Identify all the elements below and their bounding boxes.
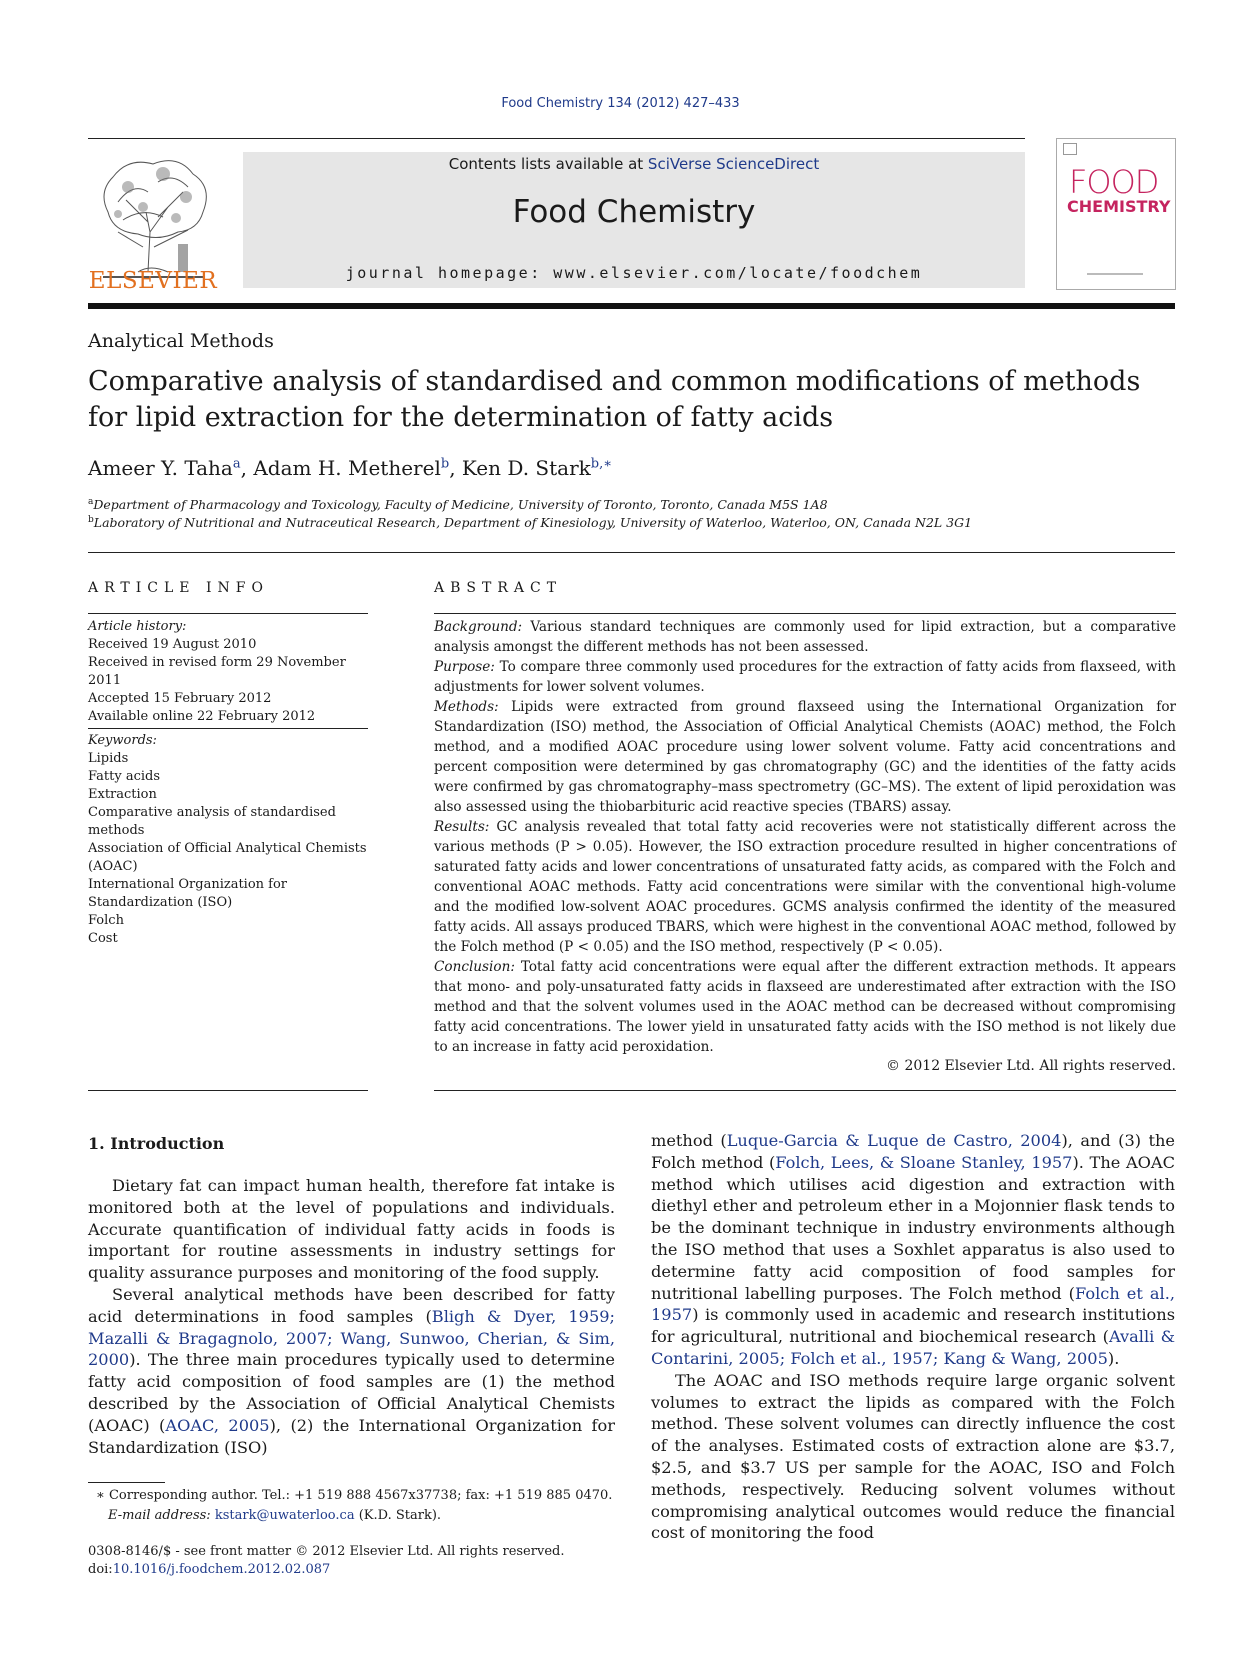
doi-link[interactable]: 10.1016/j.foodchem.2012.02.087	[112, 1562, 331, 1577]
abstract-section-label: Background:	[434, 619, 523, 635]
abstract-bottom-rule	[434, 1090, 1176, 1091]
contents-prefix: Contents lists available at	[448, 155, 648, 173]
keyword-item: (AOAC)	[88, 859, 138, 874]
journal-cover-thumbnail	[1056, 138, 1176, 290]
text: method (	[651, 1131, 727, 1150]
cover-title-chemistry: CHEMISTRY	[1067, 197, 1171, 216]
abstract-section-label: Conclusion:	[434, 959, 515, 975]
abstract-section-text: To compare three commonly used procedures for the extraction of fatty acids from flaxseed, with adjustments for lower solvent volumes.	[434, 659, 1176, 695]
abstract-heading: ABSTRACT	[434, 580, 563, 596]
text: ). The three main procedures typically used to determine fatty acid composition of food samples are (1) the method described by the Association of Official Analytical Chemists (AOAC) (	[88, 1350, 615, 1435]
keywords-block	[88, 732, 368, 948]
footnote-text: Corresponding author. Tel.: +1 519 888 4567x37738; fax: +1 519 885 0470.	[108, 1488, 613, 1503]
article-title-line-2: for lipid extraction for the determination of fatty acids	[88, 402, 834, 433]
footnote-line	[96, 1486, 656, 1506]
front-matter	[88, 1543, 564, 1579]
journal-banner	[243, 152, 1025, 288]
journal-name: Food Chemistry	[512, 194, 756, 230]
abstract-section	[434, 617, 1176, 657]
abstract-section	[434, 817, 1176, 957]
author-affiliation-marker[interactable]: b,∗	[590, 456, 613, 472]
elsevier-wordmark: ELSEVIER	[88, 268, 218, 294]
journal-homepage-link[interactable]: journal homepage: www.elsevier.com/locate/foodchem	[345, 264, 923, 282]
sciencedirect-link[interactable]: SciVerse ScienceDirect	[647, 155, 820, 173]
keyword-item: Lipids	[88, 751, 129, 766]
body-column-left	[88, 1175, 615, 1458]
header-top-rule	[88, 138, 1025, 139]
abstract-section-text: GC analysis revealed that total fatty acid recoveries were not statistically different across the various methods (P > 0.05). However, the ISO extraction procedure resulted in higher concentrations of saturated fatty acids and lower concentrations of unsaturated fatty acids, as compared with the Folch and conventional AOAC methods. Fatty acid concentrations were similar with the conventional high-volume and the modified low-solvent AOAC procedures. GCMS analysis confirmed the identity of the measured fatty acids. All assays produced TBARS, which were highest in the conventional AOAC method, followed by the Folch method (P < 0.05) and the ISO method, respectively (P < 0.05).	[434, 819, 1176, 955]
abstract-rule	[434, 613, 1176, 614]
paragraph: Dietary fat can impact human health, therefore fat intake is monitored both at the level of populations and individuals. Accurate quantification of individual fatty acids in foods is important for routine assessments in industry settings for quality assurance purposes and monitoring of the food supply.	[88, 1176, 615, 1283]
title-bottom-rule	[88, 552, 1175, 553]
keyword-item: Standardization (ISO)	[88, 895, 233, 910]
email-link[interactable]: kstark@uwaterloo.ca	[214, 1508, 355, 1523]
history-item: Available online 22 February 2012	[88, 709, 316, 724]
paragraph	[651, 1130, 1175, 1370]
abstract-body	[434, 617, 1176, 1057]
history-item: Received in revised form 29 November 2011	[88, 655, 346, 688]
author-name: Ameer Y. Taha	[88, 456, 233, 480]
email-line	[96, 1506, 656, 1526]
paragraph: The AOAC and ISO methods require large organic solvent volumes to extract the lipids as compared with the Folch method. These solvent volumes can directly influence the cost of the analyses. Estimated costs of extraction alone are $3.7, $2.5, and $3.7 US per sample for the AOAC, ISO and Folch methods, respectively. Reducing solvent volumes without compromising analytical outcomes would reduce the financial cost of monitoring the food	[651, 1370, 1175, 1543]
citation-link[interactable]: Bligh & Dyer, 1959; Mazalli & Bragagnolo, 2007; Wang, Sunwoo, Cherian, & Sim, 2000	[88, 1306, 616, 1370]
abstract-section-label: Results:	[434, 819, 490, 835]
journal-reference-link[interactable]: Food Chemistry 134 (2012) 427–433	[501, 96, 740, 111]
cover-fine-print	[1087, 273, 1143, 275]
abstract-section-text: Lipids were extracted from ground flaxseed using the International Organization for Standardization (ISO) method, the Association of Official Analytical Chemists (AOAC) method, the Folch method, and a modified AOAC procedure using lower solvent volume. Fatty acid concentrations and percent composition were determined by gas chromatography (GC) and the identities of the fatty acids were confirmed by gas chromatography–mass spectrometry (GC–MS). The extent of lipid peroxidation was also assessed using the thiobarbituric acid reactive species (TBARS) assay.	[434, 699, 1176, 815]
author-affiliation-marker[interactable]: a	[232, 456, 241, 472]
abstract-section-label: Purpose:	[434, 659, 495, 675]
keywords-label: Keywords:	[88, 733, 157, 748]
corresponding-author-footnote	[96, 1486, 656, 1526]
issn-line: 0308-8146/$ - see front matter © 2012 Elsevier Ltd. All rights reserved.	[88, 1544, 565, 1559]
affiliation-text: Laboratory of Nutritional and Nutraceutical Research, Department of Kinesiology, University of Waterloo, Waterloo, ON, Canada N2L 3G1	[93, 515, 973, 531]
section-heading-introduction: 1. Introduction	[88, 1134, 225, 1153]
keyword-item: International Organization for	[88, 877, 288, 892]
keyword-item: Association of Official Analytical Chemists	[88, 841, 367, 856]
abstract-section-text: Various standard techniques are commonly used for lipid extraction, but a comparative analysis amongst the different methods has not been assessed.	[434, 619, 1176, 655]
abstract-section	[434, 957, 1176, 1057]
author-separator: ,	[240, 456, 254, 480]
doi-label: doi:	[88, 1562, 113, 1577]
affiliation-text: Department of Pharmacology and Toxicology, Faculty of Medicine, University of Toronto, Toronto, Canada M5S 1A8	[93, 497, 828, 513]
header-bottom-rule	[88, 303, 1175, 309]
author-name: Ken D. Stark	[461, 456, 591, 480]
article-title	[88, 364, 1188, 436]
email-suffix: (K.D. Stark).	[354, 1508, 442, 1523]
citation-link[interactable]: Folch, Lees, & Sloane Stanley, 1957	[775, 1152, 1073, 1172]
keyword-item: Extraction	[88, 787, 157, 802]
text: ), (2) the International Organization for Standardization (ISO)	[88, 1415, 615, 1457]
affiliation-marker: b	[88, 515, 94, 525]
affiliation-marker: a	[88, 497, 94, 507]
keyword-list	[88, 750, 368, 948]
abstract-section-text: Total fatty acid concentrations were equal after the different extraction methods. It appears that mono- and poly-unsaturated fatty acids in flaxseed are underestimated after extraction with the ISO method and that the solvent volumes used in the AOAC method can be decreased without compromising fatty acid concentrations. The lower yield in unsaturated fatty acids with the ISO method is not likely due to an increase in fatty acid peroxidation.	[434, 959, 1176, 1055]
abstract-section-label: Methods:	[434, 699, 499, 715]
text: Several analytical methods have been described for fatty acid determinations in food samples (	[88, 1284, 615, 1326]
keyword-item: Fatty acids	[88, 769, 160, 784]
abstract-section	[434, 697, 1176, 817]
footnote-rule	[88, 1482, 165, 1483]
text: ). The AOAC method which utilises acid digestion and extraction with diethyl ether and petroleum ether in a Mojonnier flask tends to be the dominant technique in industry environments although the ISO method that uses a Soxhlet apparatus is also used to determine fatty acid composition of food samples for nutritional labelling purposes. The Folch method (	[651, 1152, 1175, 1303]
abstract-section	[434, 657, 1176, 697]
contents-line	[243, 155, 1025, 173]
citation-link[interactable]: Avalli & Contarini, 2005; Folch et al., 1957; Kang & Wang, 2005	[651, 1327, 1176, 1368]
text: ) is commonly used in academic and research institutions for agricultural, nutritional and biochemical research (	[651, 1305, 1175, 1347]
affiliation-a	[88, 497, 828, 512]
cover-corner-mark-icon	[1063, 143, 1077, 155]
author-affiliation-marker[interactable]: b	[440, 456, 450, 472]
affiliation-b	[88, 515, 972, 530]
keywords-rule	[88, 728, 368, 729]
doi-line	[88, 1561, 564, 1579]
body-column-right	[651, 1130, 1175, 1544]
text: ), and (3) the Folch method (	[651, 1131, 1175, 1172]
keyword-item: Comparative analysis of standardised	[88, 805, 336, 820]
keyword-item: Folch	[88, 913, 124, 928]
article-info-heading: ARTICLE INFO	[88, 580, 269, 596]
article-info	[88, 618, 368, 726]
text: ).	[1107, 1348, 1120, 1368]
cover-title-food: FOOD	[1069, 163, 1159, 201]
keyword-item: methods	[88, 823, 145, 838]
author-name: Adam H. Metherel	[253, 456, 441, 480]
author-list	[88, 456, 612, 480]
article-title-line-1: Comparative analysis of standardised and common modifications of methods	[88, 366, 1141, 397]
author-separator: ,	[449, 456, 462, 480]
email-label: E-mail address:	[108, 1508, 211, 1523]
abstract-copyright: © 2012 Elsevier Ltd. All rights reserved.	[886, 1058, 1176, 1074]
citation-link[interactable]: Folch et al., 1957	[651, 1283, 1175, 1325]
keyword-item: Cost	[88, 931, 118, 946]
footnote-marker: ∗	[96, 1488, 105, 1503]
history-list	[88, 636, 368, 726]
history-item: Accepted 15 February 2012	[88, 691, 272, 706]
paragraph	[88, 1284, 615, 1458]
citation-link[interactable]: Luque-Garcia & Luque de Castro, 2004	[726, 1131, 1062, 1150]
article-info-bottom-rule	[88, 1090, 368, 1091]
history-label: Article history:	[88, 619, 187, 634]
citation-link[interactable]: AOAC, 2005	[165, 1415, 270, 1435]
article-info-rule	[88, 613, 368, 614]
section-label: Analytical Methods	[88, 330, 274, 352]
history-item: Received 19 August 2010	[88, 637, 257, 652]
